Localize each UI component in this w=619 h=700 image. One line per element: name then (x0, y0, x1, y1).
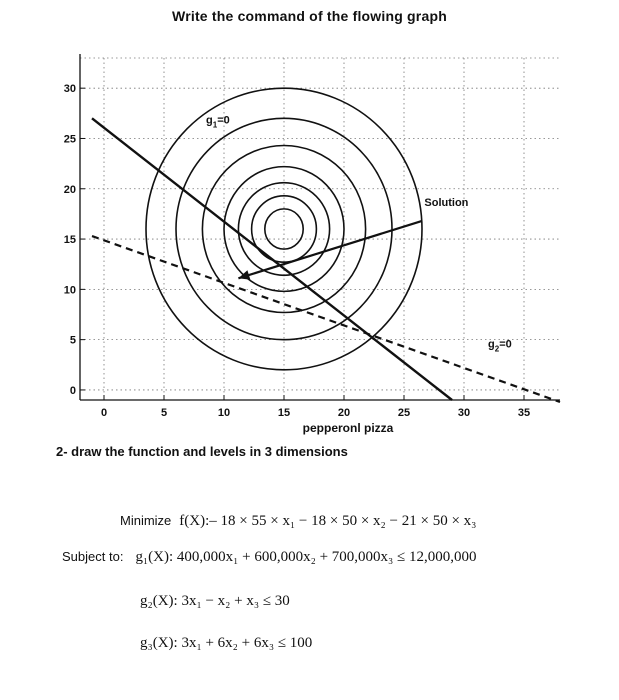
constraint-row-3 (140, 634, 312, 652)
y-tick-label: 20 (63, 183, 76, 196)
x-tick-label: 5 (160, 407, 168, 419)
constraint-lines (92, 118, 560, 402)
annotation-2: $g_1=0$ (206, 114, 230, 130)
x-tick-label: 25 (397, 407, 411, 419)
annotation-3: $g_2=0$ (488, 338, 512, 354)
contour-figure (0, 40, 619, 440)
constraint-row-2 (140, 592, 290, 610)
x-tick-label: 15 (277, 407, 291, 419)
constraint-g3: g₃(X): 3x₁ + 6x₂ + 6x₃ ≤ 100 (140, 635, 313, 651)
constraint-line-2 (92, 236, 560, 402)
objective-row (120, 512, 476, 530)
x-tick-label: 0 (100, 407, 108, 419)
annotation-1: Solution (424, 196, 469, 209)
constraint-row-1 (62, 548, 477, 566)
y-tick-label: 10 (63, 284, 76, 297)
constraint-g2: g₂(X): 3x₁ − x₂ + x₃ ≤ 30 (140, 593, 290, 609)
y-tick-label: 15 (63, 234, 76, 247)
x-axis-label: pepperonl pizza (302, 421, 394, 435)
y-tick-label: 25 (63, 133, 76, 146)
page-title: Write the command of the flowing graph (172, 8, 447, 24)
x-tick-label: 10 (217, 407, 231, 419)
constraint-line-1 (92, 118, 452, 400)
y-tick-label: 5 (69, 334, 76, 347)
y-tick-label: 30 (63, 83, 76, 96)
y-tick-label: 0 (69, 384, 76, 397)
x-tick-label: 35 (517, 407, 531, 419)
subject-to-label: Subject to: (62, 549, 124, 564)
contour-plot (0, 40, 619, 440)
objective-function: f(X):– 18 × 55 × x₁ − 18 × 50 × x₂ − 21 × 50 × x₃ (179, 513, 477, 529)
constraint-g1: g₁(X): 400,000x₁ + 600,000x₂ + 700,000x₃ ≤ 12,000,000 (135, 549, 477, 565)
x-tick-label: 20 (337, 407, 351, 419)
x-tick-label: 30 (457, 407, 471, 419)
task-statement: 2- draw the function and levels in 3 dimensions (56, 444, 348, 459)
objective-lead: Minimize (120, 513, 172, 528)
